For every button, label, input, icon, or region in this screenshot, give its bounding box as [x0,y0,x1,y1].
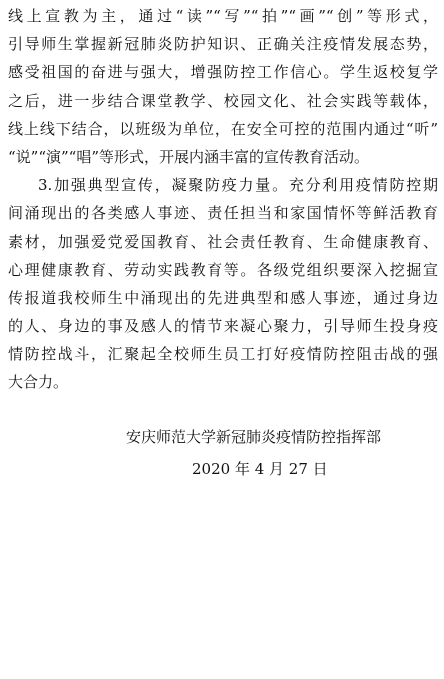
paragraph-line: 大合力。 [8,373,69,392]
document-body [8,0,438,397]
paragraph-2 [8,171,438,397]
paragraph-line: “说”“演”“唱”等形式，开展内涵丰富的宣传教育活动。 [8,147,370,166]
paragraph-line: 素材，加强爱党爱国教育、社会责任教育、生命健康教育、 [8,232,438,251]
paragraph-line: 引导师生掌握新冠肺炎防护知识、正确关注疫情发展态势， [8,35,438,54]
paragraph-line: 之后，进一步结合课堂教学、校园文化、社会实践等载体， [8,91,438,110]
paragraph-line: 传报道我校师生中涌现出的先进典型和感人事迹，通过身边 [8,288,438,307]
paragraph-line: 间涌现出的各类感人事迹、责任担当和家国情怀等鲜活教育 [8,204,438,223]
paragraph-line: 感受祖国的奋进与强大，增强防控工作信心。学生返校复学 [8,63,438,82]
signature-block [0,423,444,483]
signature-organization: 安庆师范大学新冠肺炎疫情防控指挥部 [126,428,382,446]
signature-date: 2020 年 4 月 27 日 [192,460,328,478]
paragraph-line: 情防控战斗，汇聚起全校师生员工打好疫情防控阻击战的强 [8,345,438,364]
paragraph-line: 心理健康教育、劳动实践教育等。各级党组织要深入挖掘宣 [8,260,438,279]
paragraph-line: 线上宣教为主，通过“读”“写”“拍”“画”“创”等形式， [8,7,438,25]
paragraph-line: 的人、身边的事及感人的情节来凝心聚力，引导师生投身疫 [8,317,438,336]
paragraph-line: 线上线下结合，以班级为单位，在安全可控的范围内通过“听” [8,119,438,138]
paragraph-1 [8,2,438,171]
paragraph-line: 3.加强典型宣传，凝聚防疫力量。充分利用疫情防控期 [38,176,438,195]
